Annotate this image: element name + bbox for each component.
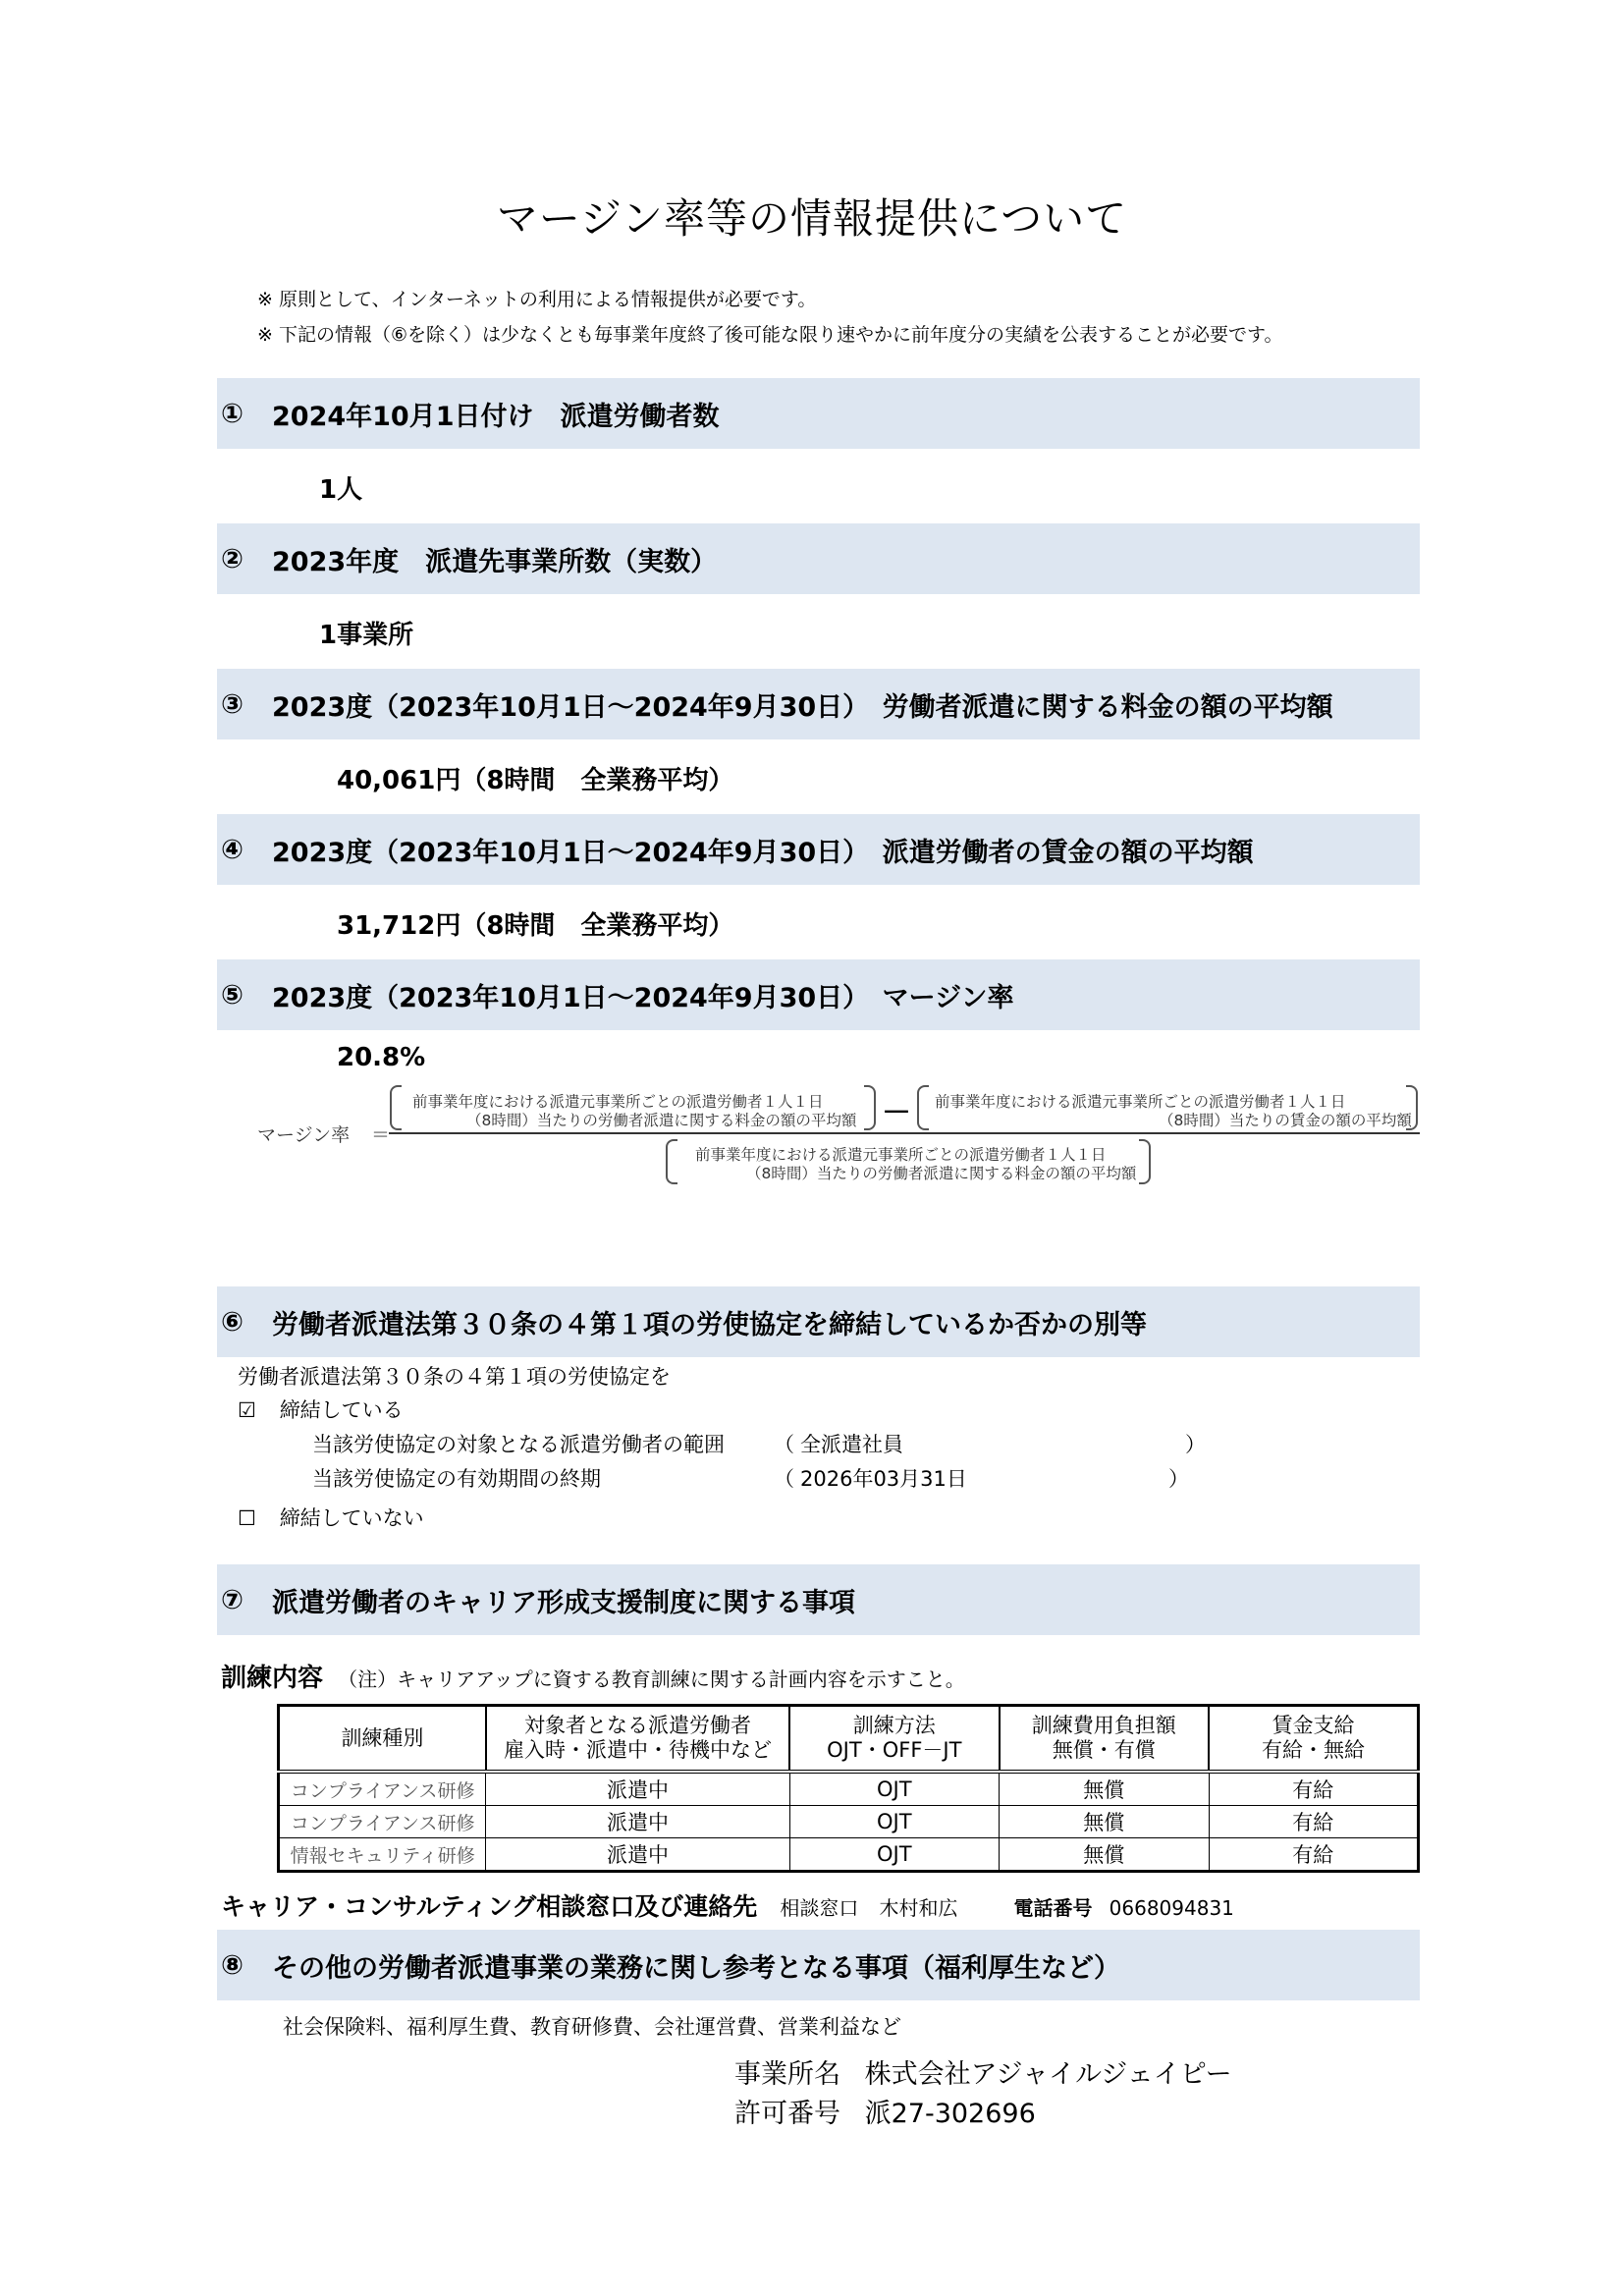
section-4-header [217,814,1420,885]
scope-close-paren: ） [1185,1433,1206,1456]
table-cell: 無償 [1000,1838,1209,1872]
section-2-value: 1事業所 [319,621,414,650]
footer-office [734,2052,1232,2091]
formula-bracket-right [864,1085,876,1130]
section-number: ③ [221,688,244,720]
consult-row [221,1887,1234,1923]
section-4-value: 31,712円（8時間 全業務平均） [337,911,734,941]
formula-equals: ＝ [371,1124,391,1146]
office-label: 事業所名 [734,2059,840,2090]
term-open-paren: （ [774,1467,794,1491]
agreement-no [238,1503,424,1532]
column-header: 訓練費用負担額 無償・有償 [1000,1706,1209,1773]
term-value: 2026年03月31日 [800,1467,967,1491]
table-cell: 派遣中 [486,1838,789,1872]
numerator-2-line-2: （8時間）当たりの賃金の額の平均額 [1159,1112,1412,1129]
license-label: 許可番号 [734,2099,840,2129]
numerator-1-line-1: 前事業年度における派遣元事業所ごとの派遣労働者１人１日 [412,1093,824,1111]
other-items: 社会保険料、福利厚生費、教育研修費、会社運営費、営業利益など [283,2015,901,2039]
section-number: ⑧ [221,1949,244,1981]
training-label: 訓練内容 [221,1664,324,1693]
table-row [279,1806,1419,1838]
table-cell: 派遣中 [486,1806,789,1838]
agreement-yes [238,1394,404,1424]
table-row [279,1838,1419,1872]
table-cell: 有給 [1209,1772,1419,1806]
license-number: 派27-302696 [864,2099,1036,2129]
column-header: 訓練種別 [279,1706,486,1773]
training-label-row [221,1658,965,1694]
table-cell: 有給 [1209,1806,1419,1838]
page-title: マージン率等の情報提供について [496,194,1128,243]
section-8-header [217,1930,1420,2000]
section-5-header [217,959,1420,1030]
formula-bracket-right [1139,1139,1151,1184]
office-name: 株式会社アジャイルジェイピー [864,2059,1232,2090]
table-cell: 無償 [1000,1772,1209,1806]
scope-value: 全派遣社員 [800,1433,903,1456]
denominator-line-1: 前事業年度における派遣元事業所ごとの派遣労働者１人１日 [695,1146,1107,1164]
formula-minus: － [882,1096,911,1130]
checkbox-unchecked-icon[interactable]: ☐ [238,1506,256,1530]
table-cell: OJT [789,1838,1000,1872]
table-header-row [279,1706,1419,1773]
numerator-2-line-1: 前事業年度における派遣元事業所ごとの派遣労働者１人１日 [935,1093,1346,1111]
scope-label: 当該労使協定の対象となる派遣労働者の範囲 [312,1433,725,1456]
section-1-value: 1人 [319,475,363,505]
section-number: ① [221,398,244,429]
column-header: 対象者となる派遣労働者 雇入時・派遣中・待機中など [486,1706,789,1773]
agreement-no-label: 締結していない [279,1506,424,1530]
table-cell: 有給 [1209,1838,1419,1872]
section-3-value: 40,061円（8時間 全業務平均） [337,766,734,795]
term-close-paren: ） [1168,1467,1189,1491]
section-number: ⑤ [221,979,244,1011]
formula-label: マージン率 [257,1124,351,1146]
table-cell: 情報セキュリティ研修 [279,1838,486,1872]
term-label: 当該労使協定の有効期間の終期 [312,1467,601,1491]
agreement-yes-label: 締結している [279,1398,404,1422]
section-1-header [217,378,1420,449]
training-note: （注）キャリアアップに資する教育訓練に関する計画内容を示すこと。 [338,1667,965,1691]
footer-license [734,2092,1036,2130]
agreement-intro: 労働者派遣法第３０条の４第１項の労使協定を [238,1365,671,1389]
formula-bracket-right [1406,1085,1418,1130]
section-heading: 2023度（2023年10月1日～2024年9月30日） マージン率 [272,982,1014,1013]
section-heading: 労働者派遣法第３０条の４第１項の労使協定を締結しているか否かの別等 [272,1309,1147,1340]
table-cell: 派遣中 [486,1772,789,1806]
consult-tel-label: 電話番号 [1013,1896,1093,1920]
section-heading: 2023度（2023年10月1日～2024年9月30日） 派遣労働者の賃金の額の平均額 [272,837,1254,868]
consult-label: キャリア・コンサルティング相談窓口及び連絡先 [221,1892,758,1921]
denominator-line-2: （8時間）当たりの労働者派遣に関する料金の額の平均額 [746,1165,1137,1182]
section-6-header [217,1286,1420,1357]
checkbox-checked-icon[interactable]: ☑ [238,1398,256,1422]
note-1: ※ 原則として、インターネットの利用による情報提供が必要です。 [257,289,817,310]
section-number: ⑦ [221,1584,244,1615]
table-cell: コンプライアンス研修 [279,1772,486,1806]
section-7-header [217,1564,1420,1635]
section-heading: 2023年度 派遣先事業所数（実数） [272,546,718,577]
training-table [277,1704,1420,1873]
section-heading: 派遣労働者のキャリア形成支援制度に関する事項 [272,1587,855,1618]
section-number: ② [221,543,244,574]
section-heading: その他の労働者派遣事業の業務に関し参考となる事項（福利厚生など） [272,1952,1120,1984]
section-heading: 2023度（2023年10月1日～2024年9月30日） 労働者派遣に関する料金の額の平均額 [272,691,1333,723]
table-cell: コンプライアンス研修 [279,1806,486,1838]
consult-window-name: 木村和広 [879,1896,958,1920]
column-header: 賃金支給 有給・無給 [1209,1706,1419,1773]
table-cell: OJT [789,1806,1000,1838]
section-number: ⑥ [221,1306,244,1338]
section-5-value: 20.8% [337,1043,426,1072]
consult-tel: 0668094831 [1109,1896,1234,1920]
section-3-header [217,669,1420,739]
formula-bracket-left [666,1139,677,1184]
table-cell: 無償 [1000,1806,1209,1838]
scope-open-paren: （ [774,1433,794,1456]
section-heading: 2024年10月1日付け 派遣労働者数 [272,401,720,432]
consult-window-label: 相談窓口 [780,1896,859,1920]
note-2: ※ 下記の情報（⑥を除く）は少なくとも毎事業年度終了後可能な限り速やかに前年度分の実績を公表することが必要です。 [257,324,1283,346]
column-header: 訓練方法 OJT・OFF－JT [789,1706,1000,1773]
fraction-line [389,1132,1420,1134]
table-row [279,1772,1419,1806]
section-2-header [217,523,1420,594]
table-cell: OJT [789,1772,1000,1806]
formula-bracket-left [917,1085,929,1130]
formula-bracket-left [390,1085,402,1130]
numerator-1-line-2: （8時間）当たりの労働者派遣に関する料金の額の平均額 [466,1112,857,1129]
section-number: ④ [221,834,244,865]
